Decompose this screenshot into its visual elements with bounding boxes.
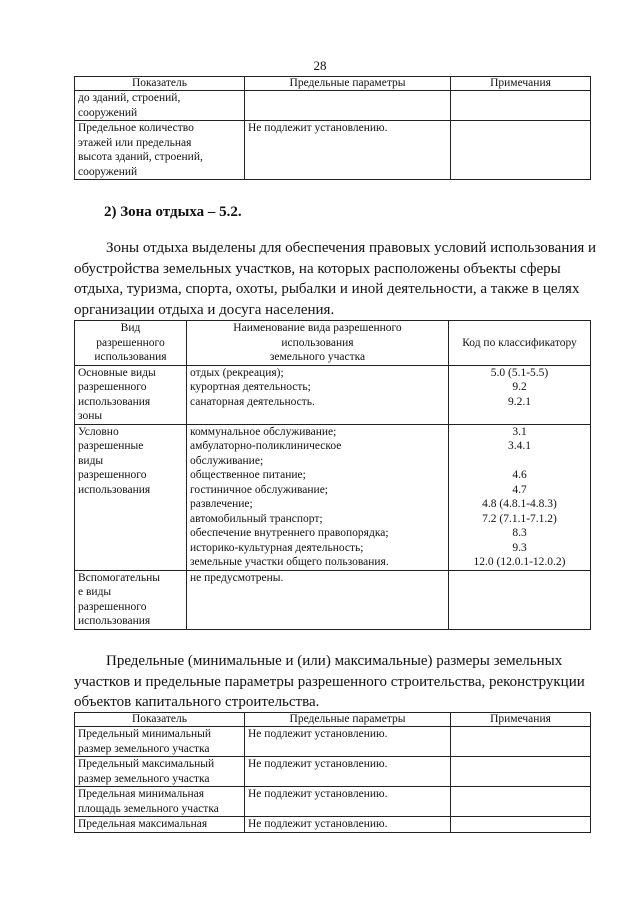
- use-name: развлечение;: [190, 498, 253, 510]
- indicator-cell: [75, 91, 245, 121]
- limits-table-continued: [74, 76, 591, 180]
- header-indicator: Показатель: [75, 77, 245, 91]
- type-line: разрешенного: [78, 600, 147, 613]
- classifier-code: 9.2.1: [508, 395, 531, 408]
- type-line: разрешенного: [78, 381, 147, 393]
- use-names-cell: [187, 424, 449, 570]
- classifier-code: 3.1: [512, 425, 527, 438]
- indicator-line: площадь земельного участка: [78, 802, 219, 815]
- type-line: разрешенные: [78, 440, 144, 452]
- use-type-cell: [75, 424, 187, 570]
- use-name: общественное питание;: [190, 469, 306, 481]
- header-classifier-code: [449, 321, 591, 366]
- paragraph-line: Зоны отдыха выделены для обеспечения правовых условий использования и: [106, 240, 597, 256]
- table-header-row: [75, 321, 591, 366]
- header-notes: Примечания: [451, 77, 591, 91]
- use-type-cell: [75, 365, 187, 424]
- paragraph-line: объектов капитального строительства.: [74, 694, 320, 710]
- classifier-code: 8.3: [512, 527, 527, 539]
- note-cell: [451, 817, 591, 833]
- table-header-row: [75, 77, 591, 91]
- header-line: Код по классификатору: [462, 336, 577, 349]
- paragraph-line: обустройства земельных участков, на которых расположены объекты сферы: [74, 260, 561, 277]
- indicator-line: размер земельного участка: [78, 742, 210, 755]
- use-name: историко-культурная деятельность;: [190, 541, 364, 554]
- page-number: 28: [313, 58, 327, 73]
- permitted-use-table: [74, 320, 591, 630]
- indicator-line: Предельная минимальная: [78, 788, 205, 800]
- header-line: использования: [281, 336, 354, 349]
- use-name: обслуживание;: [190, 454, 264, 467]
- note-cell: [451, 757, 591, 787]
- type-line: Основные виды: [78, 366, 156, 379]
- indicator-cell: [75, 787, 245, 817]
- type-line: зоны: [78, 410, 103, 422]
- use-name: курортная деятельность;: [190, 381, 311, 393]
- zone-description-paragraph: [74, 238, 597, 320]
- type-line: виды: [78, 454, 104, 467]
- paragraph-line: организации отдыха и досуга населения.: [74, 301, 335, 318]
- section-heading: 2) Зона отдыха – 5.2.: [104, 204, 242, 220]
- use-name: автомобильный транспорт;: [190, 512, 323, 525]
- limits-table: [74, 712, 591, 833]
- type-line: Вспомогательны: [78, 571, 161, 584]
- table-row: [75, 727, 591, 757]
- table-row: [75, 757, 591, 787]
- header-line: использования: [94, 351, 167, 363]
- indicator-cell: [75, 757, 245, 787]
- type-line: Условно: [78, 425, 119, 438]
- classifier-code: 3.4.1: [508, 440, 531, 452]
- indicator-line: высота зданий, строений,: [78, 151, 203, 163]
- use-name: амбулаторно-поликлиническое: [190, 440, 342, 452]
- limit-cell: Не подлежит установлению.: [245, 757, 451, 787]
- type-line: разрешенного: [78, 469, 147, 481]
- use-name: гостиничное обслуживание;: [190, 483, 328, 496]
- classifier-code: 5.0 (5.1-5.5): [490, 366, 549, 379]
- classifier-code: [452, 454, 587, 469]
- table-row: [75, 91, 591, 121]
- note-cell: [451, 787, 591, 817]
- indicator-line: Предельный максимальный: [78, 758, 215, 770]
- indicator-line: до зданий, строений,: [78, 92, 181, 104]
- table-row: [75, 817, 591, 833]
- limit-cell: [245, 91, 451, 121]
- table-header-row: [75, 713, 591, 727]
- table-row: [75, 424, 591, 570]
- header-use-type: [75, 321, 187, 366]
- header-line: Наименование вида разрешенного: [233, 322, 402, 334]
- use-type-cell: [75, 570, 187, 629]
- indicator-line: сооружений: [78, 165, 138, 178]
- classifier-code: 9.3: [512, 541, 527, 554]
- classifier-code: 12.0 (12.0.1-12.0.2): [473, 556, 566, 568]
- indicator-line: Предельное количество: [78, 122, 194, 134]
- note-cell: [451, 727, 591, 757]
- paragraph-line: Предельные (минимальные и (или) максимальные) размеры земельных: [106, 653, 563, 669]
- type-line: использования: [78, 615, 151, 627]
- limit-cell: Не подлежит установлению.: [245, 121, 451, 180]
- paragraph-line: участков и предельные параметры разрешенного строительства, реконструкции: [74, 673, 585, 690]
- classifier-code: 4.8 (4.8.1-4.8.3): [482, 498, 557, 510]
- limit-cell: Не подлежит установлению.: [245, 727, 451, 757]
- use-name: не предусмотрены.: [190, 571, 284, 584]
- codes-cell: [449, 424, 591, 570]
- indicator-line: размер земельного участка: [78, 772, 210, 785]
- codes-cell: [449, 570, 591, 629]
- table-row: [75, 121, 591, 180]
- note-cell: [451, 91, 591, 121]
- indicator-line: Предельный минимальный: [78, 728, 212, 740]
- indicator-cell: [75, 817, 245, 833]
- header-line: земельного участка: [269, 351, 366, 363]
- header-line: разрешенного: [96, 336, 165, 349]
- header-notes: Примечания: [451, 713, 591, 727]
- classifier-code: 9.2: [512, 381, 527, 393]
- limits-intro-paragraph: [74, 651, 594, 713]
- use-name: отдых (рекреация);: [190, 366, 284, 379]
- header-limits: Предельные параметры: [245, 713, 451, 727]
- indicator-cell: [75, 727, 245, 757]
- type-line: е виды: [78, 586, 112, 598]
- classifier-code: 4.7: [512, 483, 527, 496]
- use-names-cell: [187, 570, 449, 629]
- indicator-line: этажей или предельная: [78, 136, 192, 149]
- header-indicator: Показатель: [75, 713, 245, 727]
- use-name: обеспечение внутреннего правопорядка;: [190, 527, 389, 539]
- table-row: [75, 787, 591, 817]
- paragraph-line: отдыха, туризма, спорта, охоты, рыбалки и иной деятельности, а также в целях: [74, 281, 580, 297]
- use-name: коммунальное обслуживание;: [190, 425, 337, 438]
- header-use-name: [187, 321, 449, 366]
- codes-cell: [449, 365, 591, 424]
- classifier-code: 7.2 (7.1.1-7.1.2): [482, 512, 557, 525]
- indicator-line: Предельная максимальная: [78, 818, 208, 830]
- use-names-cell: [187, 365, 449, 424]
- use-name: санаторная деятельность.: [190, 395, 315, 408]
- limit-cell: Не подлежит установлению.: [245, 817, 451, 833]
- classifier-code: 4.6: [512, 469, 527, 481]
- type-line: использования: [78, 395, 151, 408]
- header-limits: Предельные параметры: [245, 77, 451, 91]
- type-line: использования: [78, 483, 151, 496]
- table-row: [75, 365, 591, 424]
- use-name: земельные участки общего пользования.: [190, 556, 389, 568]
- indicator-line: сооружений: [78, 106, 138, 119]
- indicator-cell: [75, 121, 245, 180]
- table-row: [75, 570, 591, 629]
- limit-cell: Не подлежит установлению.: [245, 787, 451, 817]
- header-line: Вид: [120, 322, 141, 334]
- note-cell: [451, 121, 591, 180]
